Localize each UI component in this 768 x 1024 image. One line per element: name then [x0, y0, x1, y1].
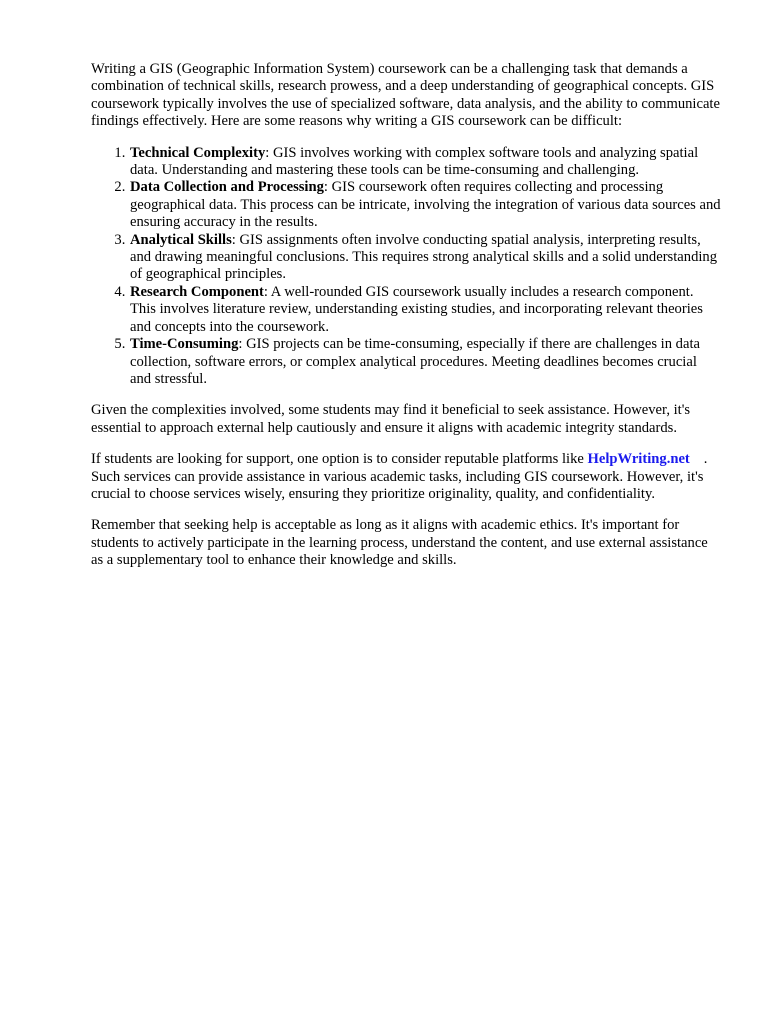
document-page	[91, 61, 721, 584]
reason-text: GIS coursework often requires collecting and processing geographical data. This process can be intricate, involving the integration of various data sources and ensuring accuracy in the results.	[130, 179, 721, 231]
reasons-list	[91, 145, 721, 389]
reason-term: Research Component	[130, 283, 264, 300]
reason-separator: :	[323, 179, 328, 196]
reason-item-data-collection	[129, 179, 721, 231]
reason-term: Time-Consuming	[130, 336, 239, 353]
remember-paragraph: Remember that seeking help is acceptable as long as it aligns with academic ethics. It's important for students to actively participate in the learning process, understand the content, and use external assistance as a supplementary tool to enhance their knowledge and skills.	[91, 517, 708, 569]
reason-separator: :	[263, 283, 268, 300]
reason-separator: :	[238, 336, 243, 353]
intro-paragraph: Writing a GIS (Geographic Information System) coursework can be a challenging task that demands a combination of technical skills, research prowess, and a deep understanding of geographical concepts. GIS coursework typically involves the use of specialized software, data analysis, and the ability to communicate findings effectively. Here are some reasons why writing a GIS coursework can be difficult:	[91, 61, 720, 130]
reason-term: Data Collection and Processing	[130, 179, 324, 196]
reason-item-research-component	[129, 284, 721, 336]
helpwriting-link[interactable]: HelpWriting.net	[587, 451, 690, 468]
reason-separator: :	[231, 231, 236, 248]
support-paragraph	[91, 451, 721, 503]
support-text-before: If students are looking for support, one option is to consider reputable platforms like	[91, 451, 588, 468]
reason-term: Analytical Skills	[130, 231, 232, 248]
reason-text: A well-rounded GIS coursework usually includes a research component. This involves literature review, understanding existing studies, and incorporating relevant theories and concepts into the coursework.	[130, 283, 703, 335]
reason-item-time-consuming	[129, 336, 721, 388]
reason-separator: :	[265, 144, 270, 161]
support-text-after: . Such services can provide assistance in various academic tasks, including GIS coursework. However, it's crucial to choose services wisely, ensuring they prioritize originality, quality, and confidentiality.	[91, 451, 708, 502]
reason-term: Technical Complexity	[130, 144, 266, 161]
reason-item-analytical-skills	[129, 232, 721, 284]
reason-item-technical-complexity	[129, 145, 721, 180]
reason-text: GIS projects can be time-consuming, especially if there are challenges in data collection, software errors, or complex analytical procedures. Meeting deadlines becomes crucial and stressful.	[130, 336, 700, 387]
complexities-paragraph: Given the complexities involved, some students may find it beneficial to seek assistance. However, it's essential to approach external help cautiously and ensure it aligns with academic integrity standards.	[91, 402, 691, 436]
reason-text: GIS assignments often involve conducting spatial analysis, interpreting results, and drawing meaningful conclusions. This requires strong analytical skills and a solid understanding of geographical principles.	[130, 231, 718, 283]
reason-text: GIS involves working with complex software tools and analyzing spatial data. Understanding and mastering these tools can be time-consuming and challenging.	[130, 144, 699, 179]
